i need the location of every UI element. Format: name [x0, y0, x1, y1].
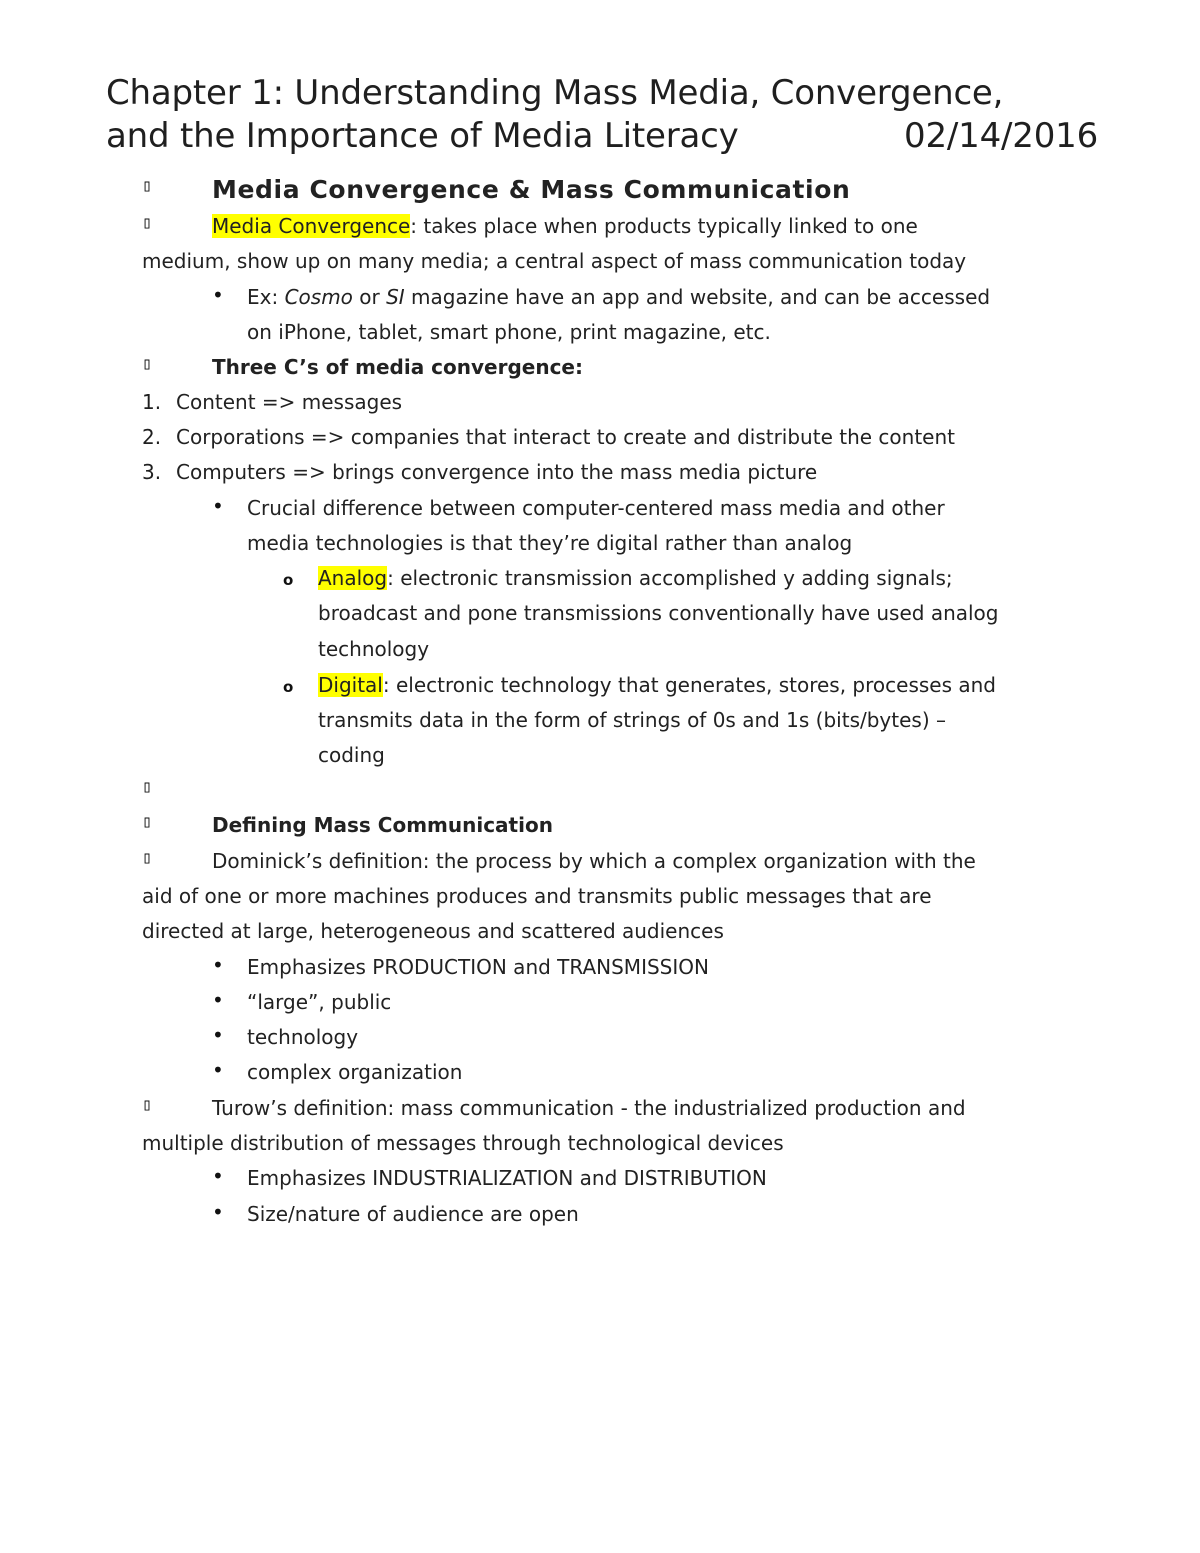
example-prefix: Ex:: [247, 285, 285, 309]
list-item-content: Content => messages: [176, 390, 403, 414]
sub-bullet-icon: o: [283, 678, 294, 696]
bullet-icon: •: [212, 988, 224, 1012]
crucial-difference-continuation: media technologies is that they’re digital rather than analog: [247, 531, 853, 555]
title-line-2: and the Importance of Media Literacy: [106, 116, 739, 156]
crucial-difference-text: Crucial difference between computer-centered mass media and other: [247, 496, 945, 520]
definition-digital: [318, 668, 996, 703]
dominick-continuation-2: directed at large, heterogeneous and scattered audiences: [142, 919, 724, 943]
dominick-point: complex organization: [247, 1060, 463, 1084]
example-rest: magazine have an app and website, and can be accessed: [404, 285, 991, 309]
list-number: 3.: [142, 460, 162, 484]
example-si: SI: [386, 285, 405, 309]
turow-point: Size/nature of audience are open: [247, 1202, 579, 1226]
definition-media-convergence: [212, 209, 918, 244]
highlight-term: Analog: [318, 566, 388, 590]
three-cs-heading: Three C’s of media convergence:: [212, 355, 583, 379]
highlight-term: Digital: [318, 673, 383, 697]
bullet-icon: •: [212, 494, 224, 518]
chapter-title: [106, 72, 1106, 158]
sub-bullet-icon: o: [283, 571, 294, 589]
box-bullet-icon: ▯: [142, 1095, 153, 1115]
box-bullet-icon: ▯: [142, 848, 153, 868]
title-line-1: Chapter 1: Understanding Mass Media, Convergence,: [106, 73, 1004, 113]
box-bullet-icon: ▯: [142, 213, 153, 233]
turow-definition: Turow’s definition: mass communication - the industrialized production and: [212, 1096, 966, 1120]
box-bullet-icon: ▯: [142, 812, 153, 832]
definition-text: : electronic technology that generates, stores, processes and: [382, 673, 996, 697]
box-bullet-icon: ▯: [142, 354, 153, 374]
definition-text: : takes place when products typically linked to one: [410, 214, 918, 238]
list-number: 2.: [142, 425, 162, 449]
list-item-corporations: Corporations => companies that interact to create and distribute the content: [176, 425, 955, 449]
highlight-term: Media Convergence: [212, 214, 411, 238]
box-bullet-icon: ▯: [142, 176, 153, 196]
example-or: or: [352, 285, 387, 309]
bullet-icon: •: [212, 1200, 224, 1224]
dominick-point: Emphasizes PRODUCTION and TRANSMISSION: [247, 955, 709, 979]
bullet-icon: •: [212, 953, 224, 977]
digital-continuation: transmits data in the form of strings of 0s and 1s (bits/bytes) –: [318, 708, 946, 732]
section-heading-media-convergence: Media Convergence & Mass Communication: [212, 175, 851, 204]
example-continuation: on iPhone, tablet, smart phone, print magazine, etc.: [247, 320, 771, 344]
turow-point: Emphasizes INDUSTRIALIZATION and DISTRIBUTION: [247, 1166, 767, 1190]
dominick-continuation: aid of one or more machines produces and transmits public messages that are: [142, 884, 932, 908]
example-text: [247, 280, 990, 315]
digital-continuation-2: coding: [318, 743, 385, 767]
definition-analog: [318, 561, 953, 596]
dominick-definition: Dominick’s definition: the process by which a complex organization with the: [212, 849, 976, 873]
list-number: 1.: [142, 390, 162, 414]
turow-continuation: multiple distribution of messages through technological devices: [142, 1131, 784, 1155]
bullet-icon: •: [212, 283, 224, 307]
dominick-point: technology: [247, 1025, 359, 1049]
bullet-icon: •: [212, 1164, 224, 1188]
dominick-point: “large”, public: [247, 990, 392, 1014]
analog-continuation-2: technology: [318, 637, 430, 661]
title-date: 02/14/2016: [904, 116, 1098, 156]
box-bullet-icon: ▯: [142, 777, 153, 797]
list-item-computers: Computers => brings convergence into the mass media picture: [176, 460, 818, 484]
definition-continuation: medium, show up on many media; a central aspect of mass communication today: [142, 249, 967, 273]
definition-text: : electronic transmission accomplished y adding signals;: [387, 566, 953, 590]
analog-continuation: broadcast and pone transmissions conventionally have used analog: [318, 601, 999, 625]
bullet-icon: •: [212, 1023, 224, 1047]
example-cosmo: Cosmo: [284, 285, 353, 309]
section-heading-defining-mass-communication: Defining Mass Communication: [212, 813, 553, 837]
bullet-icon: •: [212, 1058, 224, 1082]
